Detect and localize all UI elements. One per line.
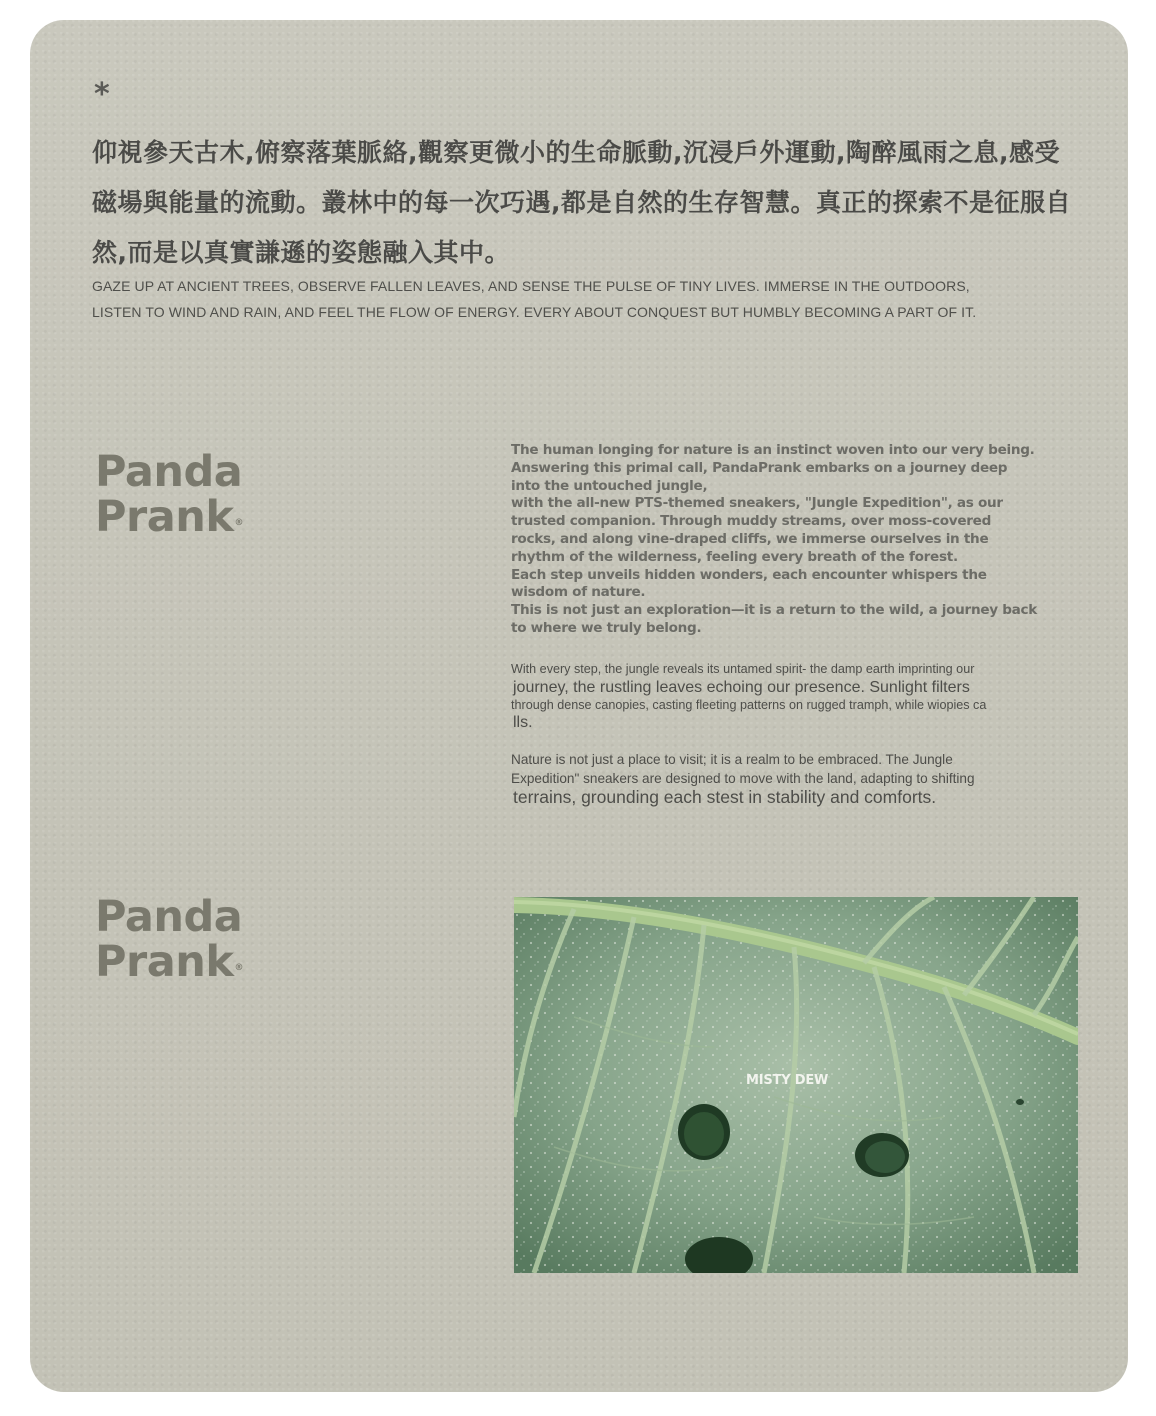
story-line: Nature is not just a place to visit; it is a realm to be embraced. The Jungle xyxy=(511,752,953,767)
story-line: Expedition" sneakers are designed to move with the land, adapting to shifting xyxy=(511,771,975,786)
story-line: into the untouched jungle, xyxy=(511,477,708,494)
pandaprank-logo xyxy=(95,447,243,542)
story-paragraph-2 xyxy=(511,660,1071,731)
logo-word-prank: Prank® xyxy=(95,492,243,542)
logo-word-prank: Prank® xyxy=(95,937,243,987)
story-line: with the all-new PTS-themed sneakers, "Jungle Expedition", as our xyxy=(511,495,1003,512)
story-line: trusted companion. Through muddy streams, over moss-covered xyxy=(511,513,992,530)
english-intro-line: LISTEN TO WIND AND RAIN, AND FEEL THE FLOW OF ENERGY. EVERY ABOUT CONQUEST BUT HUMBLY BECOMING A PART OF IT. xyxy=(92,304,977,320)
story-paragraph-3 xyxy=(511,750,1071,806)
leaf-photo xyxy=(514,897,1078,1273)
story-line: journey, the rustling leaves echoing our presence. Sunlight filters xyxy=(513,678,970,696)
asterisk-mark: * xyxy=(94,77,110,112)
story-line: terrains, grounding each stest in stability and comforts. xyxy=(513,787,937,807)
pandaprank-logo xyxy=(95,892,243,987)
story-line: rhythm of the wilderness, feeling every breath of the forest. xyxy=(511,548,958,565)
logo-word-panda: Panda xyxy=(95,892,243,942)
photo-label: MISTY DEW xyxy=(746,1073,829,1088)
english-intro-paragraph xyxy=(92,273,1092,325)
story-line: through dense canopies, casting fleeting patterns on rugged tramph, while wiopies ca xyxy=(511,697,987,712)
story-line: to where we truly belong. xyxy=(511,619,702,636)
chinese-intro-paragraph: 仰視參天古木,俯察落葉脈絡,觀察更微小的生命脈動,沉浸戶外運動,陶醉風雨之息,感受磁場與能量的流動。叢林中的每一次巧遇,都是自然的生存智慧。真正的探索不是征服自然,而是以真實謙遜的姿態融入其中。 xyxy=(92,138,1072,267)
english-intro-line: GAZE UP AT ANCIENT TREES, OBSERVE FALLEN LEAVES, AND SENSE THE PULSE OF TINY LIVES. IMMERSE IN THE OUTDOORS, xyxy=(92,278,970,294)
story-paragraph-1 xyxy=(511,442,1071,638)
story-line: Each step unveils hidden wonders, each encounter whispers the xyxy=(511,566,987,583)
story-line: The human longing for nature is an instinct woven into our very being. xyxy=(511,442,1035,458)
story-line: lls. xyxy=(513,714,533,731)
story-line: wisdom of nature. xyxy=(511,584,646,601)
logo-word-panda: Panda xyxy=(95,447,243,497)
story-line: Answering this primal call, PandaPrank embarks on a journey deep xyxy=(511,459,1008,476)
story-line: This is not just an exploration—it is a return to the wild, a journey back xyxy=(511,602,1038,619)
registered-mark: ® xyxy=(234,963,243,973)
registered-mark: ® xyxy=(234,518,243,528)
story-line: rocks, and along vine-draped cliffs, we immerse ourselves in the xyxy=(511,530,989,547)
story-line: With every step, the jungle reveals its untamed spirit- the damp earth imprinting our xyxy=(511,662,975,676)
